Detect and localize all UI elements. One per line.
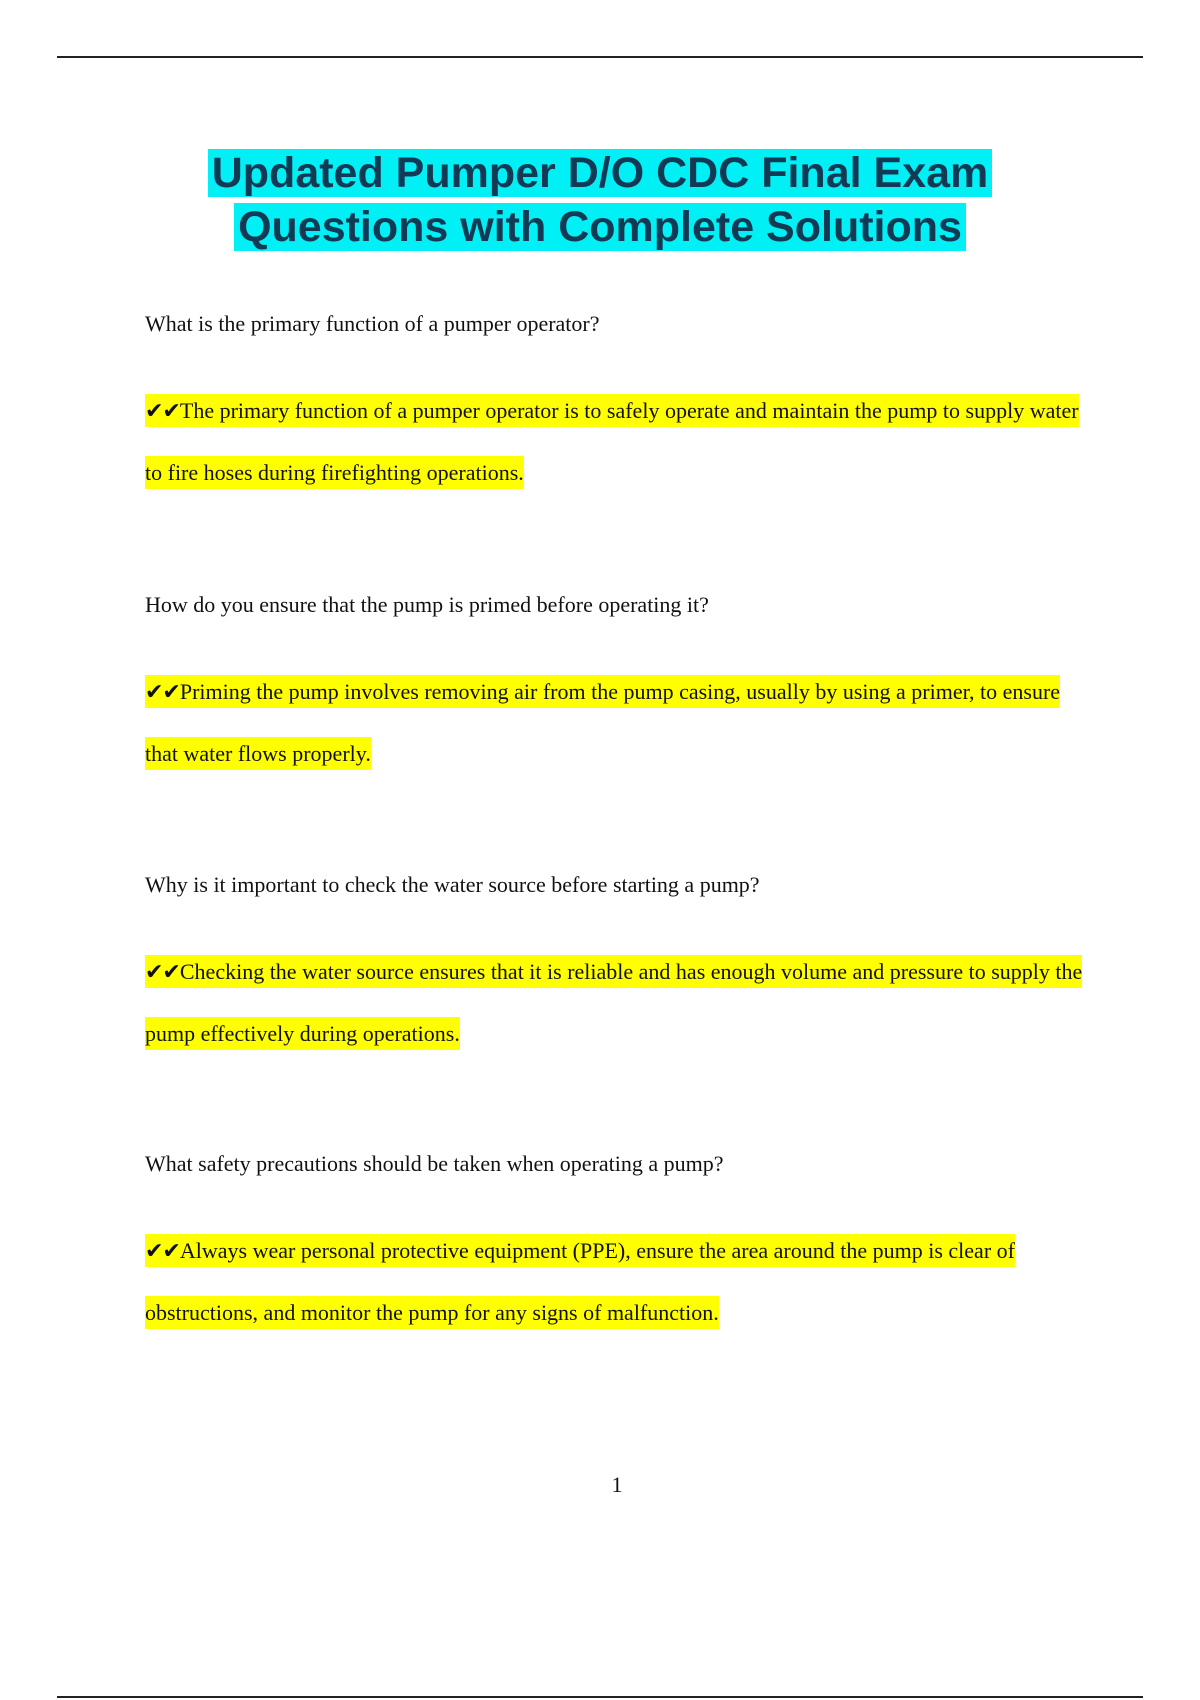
header-rule xyxy=(57,56,1143,58)
answer-4-text: Always wear personal protective equipment (PPE), ensure the area around the pump is clear of obstructions, and monitor the pump for any signs of malfunction. xyxy=(145,1238,1015,1325)
double-check-icon: ✔✔ xyxy=(145,680,180,705)
answer-4 xyxy=(145,1220,1090,1343)
answer-3-text: Checking the water source ensures that it is reliable and has enough volume and pressure to supply the pump effectively during operations. xyxy=(145,959,1083,1046)
question-2: How do you ensure that the pump is primed before operating it? xyxy=(145,592,709,617)
double-check-icon: ✔✔ xyxy=(145,399,180,424)
qa-item-2 xyxy=(145,592,1090,784)
answer-1 xyxy=(145,380,1090,503)
answer-3 xyxy=(145,941,1090,1064)
title-line-1: Updated Pumper D/O CDC Final Exam xyxy=(208,149,993,197)
qa-item-3 xyxy=(145,872,1090,1064)
page-number: 1 xyxy=(611,1472,623,1497)
double-check-icon: ✔✔ xyxy=(145,1239,180,1264)
answer-2-text: Priming the pump involves removing air from the pump casing, usually by using a primer, to ensure that water flows properly. xyxy=(145,679,1061,766)
question-3: Why is it important to check the water source before starting a pump? xyxy=(145,872,760,897)
document-title xyxy=(0,146,1200,254)
title-line-2: Questions with Complete Solutions xyxy=(234,203,966,251)
qa-item-1 xyxy=(145,311,1090,503)
qa-item-4 xyxy=(145,1151,1090,1343)
footer-rule xyxy=(57,1696,1143,1698)
answer-1-text: The primary function of a pumper operator is to safely operate and maintain the pump to supply water to fire hoses during firefighting operations. xyxy=(145,398,1079,485)
answer-2 xyxy=(145,661,1090,784)
double-check-icon: ✔✔ xyxy=(145,960,180,985)
question-4: What safety precautions should be taken when operating a pump? xyxy=(145,1151,724,1176)
question-1: What is the primary function of a pumper operator? xyxy=(145,311,600,336)
